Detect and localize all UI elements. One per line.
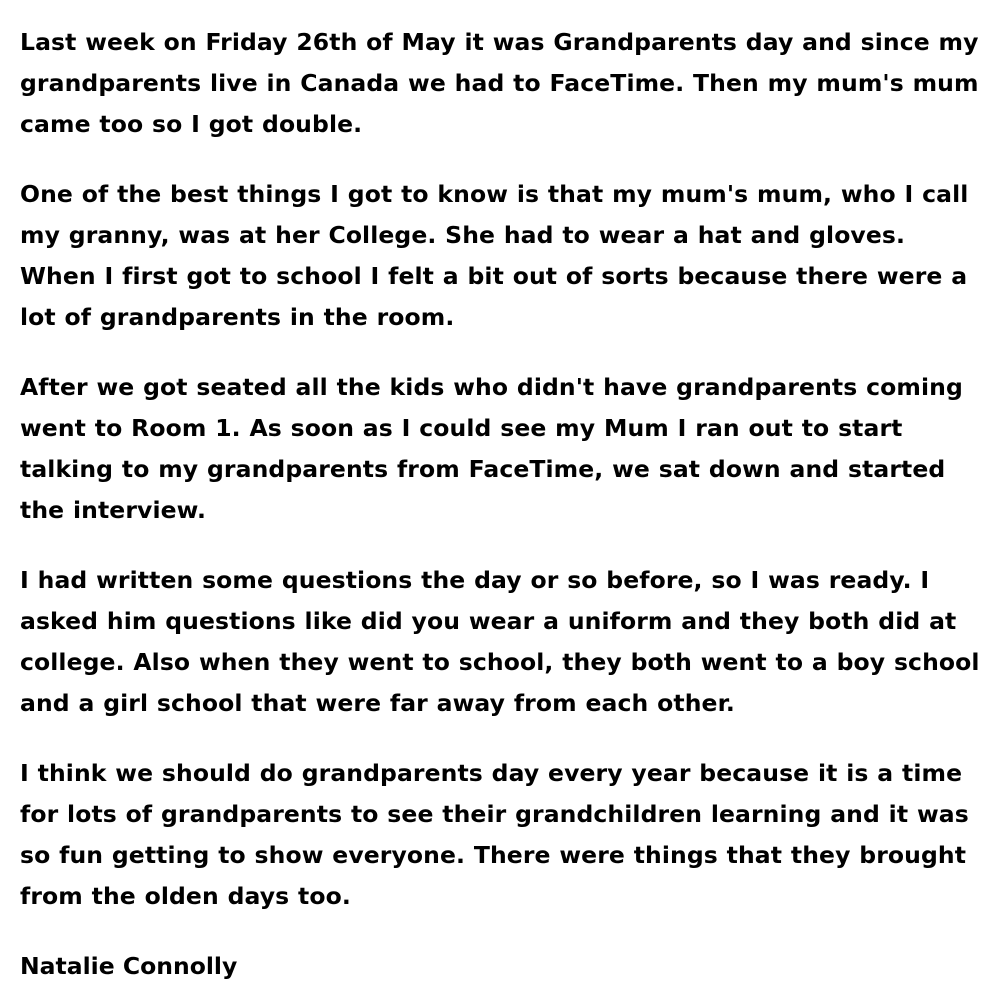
paragraph: I had written some questions the day or so before, so I was ready. I asked him questions like did you wear a uniform and they both did at college. Also when they went to school, they both went to a boy school and a girl school that were far away from each other. <box>20 566 980 717</box>
paragraph: Last week on Friday 26th of May it was Grandparents day and since my grandparents live in Canada we had to FaceTime. Then my mum's mum came too so I got double. <box>20 28 979 138</box>
paragraph: One of the best things I got to know is that my mum's mum, who I call my granny, was at her College. She had to wear a hat and gloves. When I first got to school I felt a bit out of sorts because there were a lot of grandparents in the room. <box>20 180 969 331</box>
author-signature: Natalie Connolly <box>20 952 238 980</box>
paragraph: After we got seated all the kids who didn't have grandparents coming went to Room 1. As soon as I could see my Mum I ran out to start talking to my grandparents from FaceTime, we sat down and started the interview. <box>20 373 963 524</box>
paragraph: I think we should do grandparents day every year because it is a time for lots of grandparents to see their grandchildren learning and it was so fun getting to show everyone. There were things that they brought from the olden days too. <box>20 759 969 910</box>
